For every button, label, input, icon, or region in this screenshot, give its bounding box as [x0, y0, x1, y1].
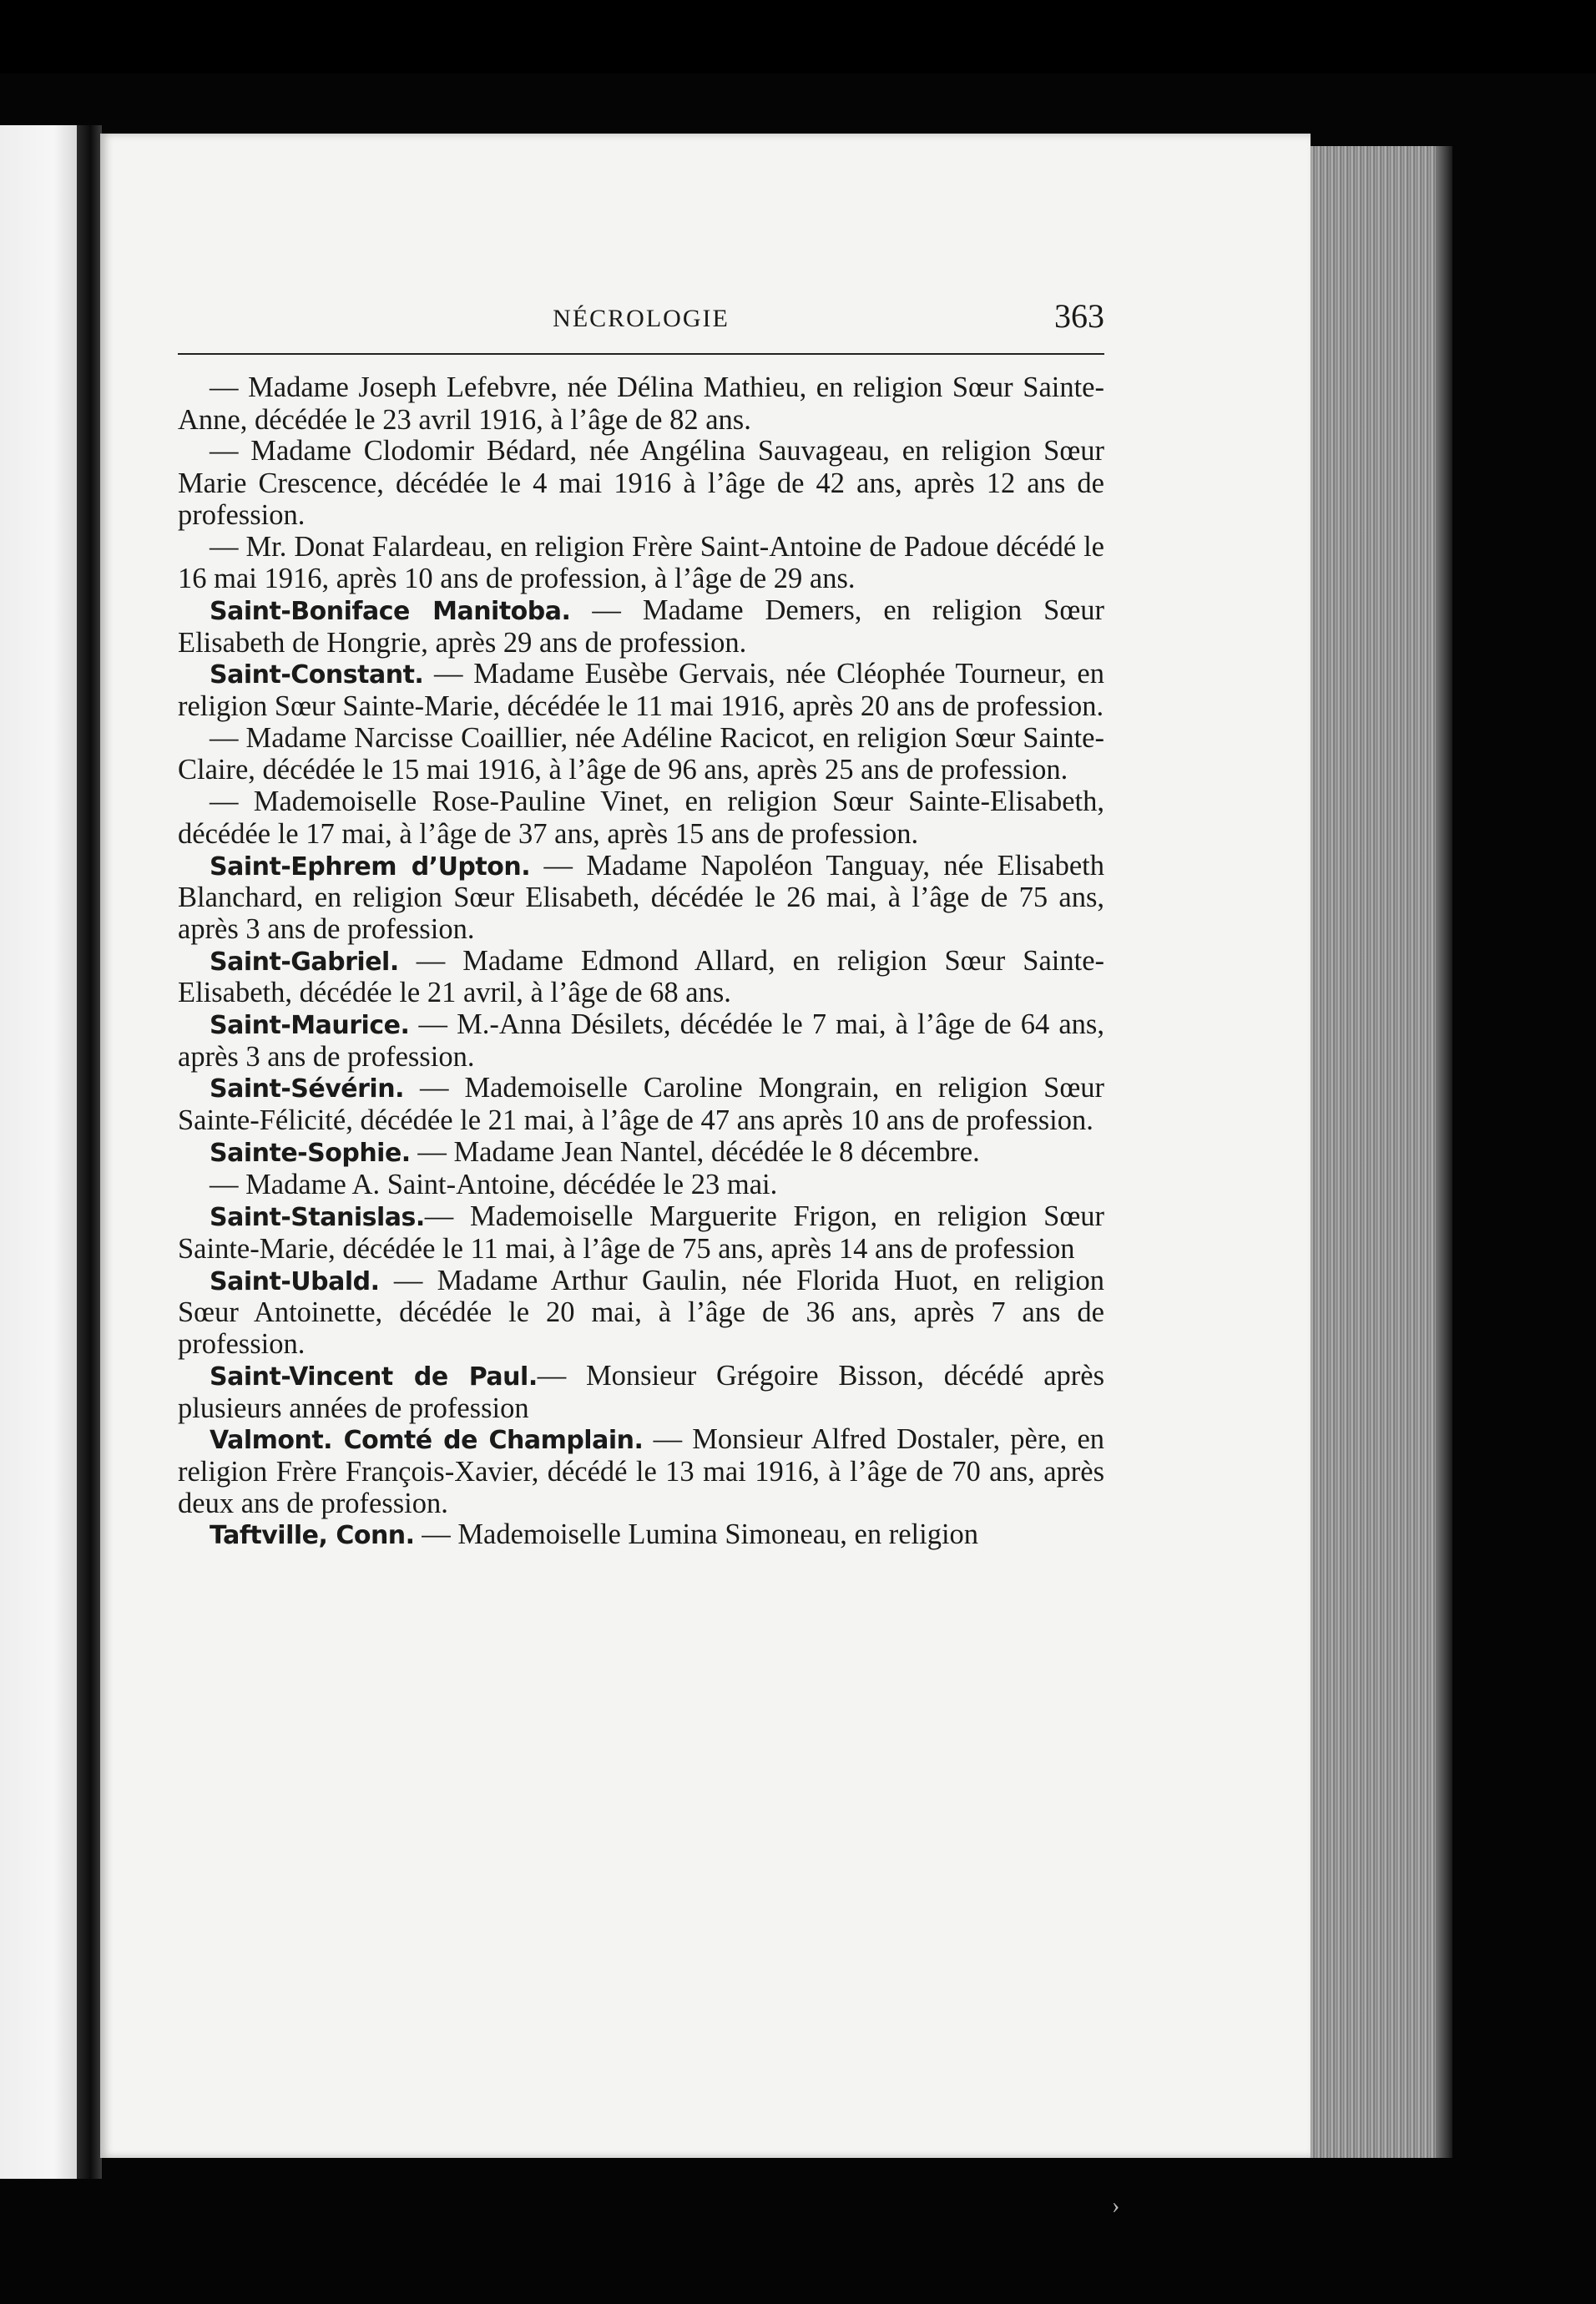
entry-text: — Madame Jean Nantel, décédée le 8 décembre. — [410, 1135, 980, 1168]
entry-1 — [178, 436, 1104, 531]
obituary-list — [178, 372, 1104, 1552]
entry-text: — Madame A. Saint-Antoine, décédée le 23 mai. — [210, 1168, 778, 1200]
entry-0 — [178, 372, 1104, 436]
entry-text: — Mademoiselle Marguerite Frigon, en religion Sœur Sainte-Marie, décédée le 11 mai, à l’âge de 75 ans, après 14 ans de profession — [178, 1200, 1104, 1265]
entry-place: Saint-Gabriel. — [210, 947, 399, 977]
entry-text: — Madame Narcisse Coaillier, née Adéline Racicot, en religion Sœur Sainte-Claire, décédée le 15 mai 1916, à l’âge de 96 ans, après 25 ans de profession. — [178, 721, 1104, 786]
entry-14 — [178, 1266, 1104, 1361]
entry-text: — Madame Joseph Lefebvre, née Délina Mathieu, en religion Sœur Sainte-Anne, décédée le 23 avril 1916, à l’âge de 82 ans. — [178, 371, 1104, 436]
entry-place: Valmont. Comté de Champlain. — [210, 1426, 644, 1456]
book-spine — [77, 125, 102, 2179]
entry-text: — Madame Arthur Gaulin, née Florida Huot, en religion Sœur Antoinette, décédée le 20 mai, à l’âge de 36 ans, après 7 ans de profession. — [178, 1264, 1104, 1361]
entry-place: Saint-Ephrem d’Upton. — [210, 851, 531, 882]
entry-text: — Monsieur Grégoire Bisson, décédé après plusieurs années de profession — [178, 1359, 1104, 1424]
entry-text: — Mademoiselle Rose-Pauline Vinet, en religion Sœur Sainte-Elisabeth, décédée le 17 mai, à l’âge de 37 ans, après 15 ans de profession. — [178, 786, 1104, 850]
entry-text: — M.-Anna Désilets, décédée le 7 mai, à l’âge de 64 ans, après 3 ans de profession. — [178, 1008, 1104, 1073]
entry-10 — [178, 1073, 1104, 1136]
left-page-edge — [0, 125, 77, 2179]
entry-4 — [178, 659, 1104, 722]
entry-text: — Madame Clodomir Bédard, née Angélina Sauvageau, en religion Sœur Marie Crescence, décédée le 4 mai 1916 à l’âge de 42 ans, après 12 ans de profession. — [178, 435, 1104, 531]
header-rule — [178, 353, 1104, 355]
entry-2 — [178, 532, 1104, 595]
entry-15 — [178, 1361, 1104, 1424]
entry-place: Saint-Boniface Manitoba. — [210, 596, 571, 626]
entry-text: — Mr. Donat Falardeau, en religion Frère Saint-Antoine de Padoue décédé le 16 mai 1916, après 10 ans de profession, à l’âge de 29 ans. — [178, 530, 1104, 595]
entry-place: Saint-Sévérin. — [210, 1074, 404, 1104]
scan-top-border — [0, 0, 1596, 73]
entry-17 — [178, 1519, 1104, 1552]
entry-place: Saint-Vincent de Paul. — [210, 1362, 538, 1392]
entry-11 — [178, 1137, 1104, 1170]
scan-artifact-mark: › — [1112, 2193, 1120, 2219]
entry-text: — Madame Eusèbe Gervais, née Cléophée Tourneur, en religion Sœur Sainte-Marie, décédée le 11 mai 1916, après 20 ans de profession. — [178, 658, 1104, 723]
entry-13 — [178, 1201, 1104, 1265]
entry-place: Taftville, Conn. — [210, 1521, 415, 1551]
entry-3 — [178, 595, 1104, 659]
entry-place: Sainte-Sophie. — [210, 1138, 411, 1168]
entry-16 — [178, 1424, 1104, 1519]
entry-6 — [178, 786, 1104, 850]
entry-text: — Madame Edmond Allard, en religion Sœur Sainte-Elisabeth, décédée le 21 avril, à l’âge de 68 ans. — [178, 944, 1104, 1009]
entry-place: Saint-Stanislas. — [210, 1203, 425, 1233]
page-number: 363 — [1054, 297, 1104, 335]
entry-place: Saint-Ubald. — [210, 1266, 380, 1296]
entry-text: — Mademoiselle Caroline Mongrain, en religion Sœur Sainte-Félicité, décédée le 21 mai, à l’âge de 47 ans après 10 ans de profession. — [178, 1072, 1104, 1137]
page-edges-shadow — [1436, 146, 1452, 2158]
entry-place: Saint-Constant. — [210, 660, 424, 690]
entry-text: — Mademoiselle Lumina Simoneau, en religion — [414, 1518, 979, 1551]
entry-place: Saint-Maurice. — [210, 1011, 410, 1041]
entry-text: — Madame Demers, en religion Sœur Elisabeth de Hongrie, après 29 ans de profession. — [178, 594, 1105, 659]
page-edges — [1311, 146, 1436, 2158]
entry-text: — Madame Napoléon Tanguay, née Elisabeth Blanchard, en religion Sœur Elisabeth, décédée le 26 mai, à l’âge de 75 ans, après 3 ans de profession. — [178, 849, 1104, 945]
entry-8 — [178, 946, 1104, 1009]
entry-text: — Monsieur Alfred Dostaler, père, en religion Frère François-Xavier, décédé le 13 mai 1916, à l’âge de 70 ans, après deux ans de profession. — [178, 1423, 1105, 1519]
running-head: NÉCROLOGIE — [553, 305, 730, 332]
entry-5 — [178, 723, 1104, 786]
entry-12 — [178, 1170, 1104, 1202]
page-header — [178, 296, 1104, 346]
entry-7 — [178, 851, 1104, 946]
entry-9 — [178, 1009, 1104, 1073]
